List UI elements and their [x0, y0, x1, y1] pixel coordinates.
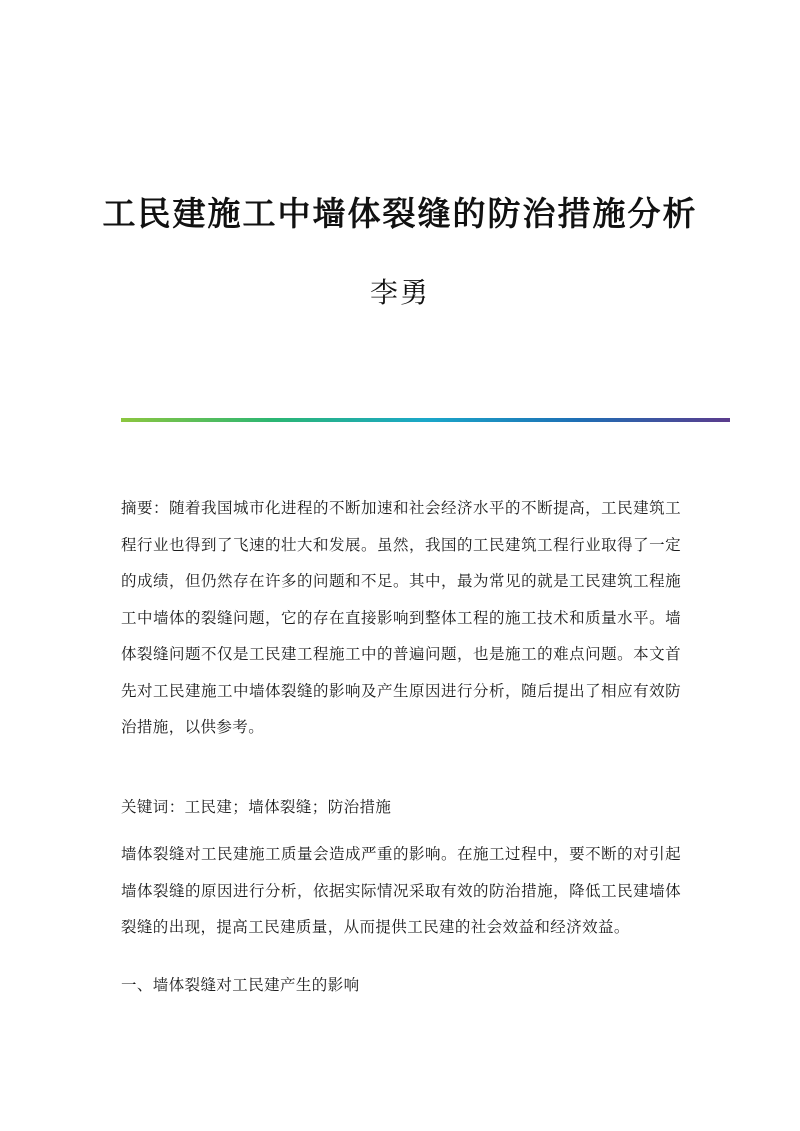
document-author: 李勇 [369, 276, 430, 309]
document-title: 工民建施工中墙体裂缝的防治措施分析 [102, 194, 698, 233]
abstract-paragraph: 摘要：随着我国城市化进程的不断加速和社会经济水平的不断提高，工民建筑工程行业也得到了飞速的壮大和发展。虽然，我国的工民建筑工程行业取得了一定的成绩，但仍然存在许多的问题和不足。其中，最为常见的就是工民建筑工程施工中墙体的裂缝问题，它的存在直接影响到整体工程的施工技术和质量水平。墙体裂缝问题不仅是工民建工程施工中的普遍问题，也是施工的难点问题。本文首先对工民建施工中墙体裂缝的影响及产生原因进行分析，随后提出了相应有效防治措施，以供参考。 [121, 499, 681, 736]
title-divider [121, 418, 730, 422]
section-heading: 一、墙体裂缝对工民建产生的影响 [121, 976, 360, 994]
keywords-line: 关键词：工民建；墙体裂缝；防治措施 [121, 798, 392, 816]
intro-paragraph: 墙体裂缝对工民建施工质量会造成严重的影响。在施工过程中，要不断的对引起墙体裂缝的原因进行分析，依据实际情况采取有效的防治措施，降低工民建墙体裂缝的出现，提高工民建质量，从而提供工民建的社会效益和经济效益。 [121, 845, 681, 936]
